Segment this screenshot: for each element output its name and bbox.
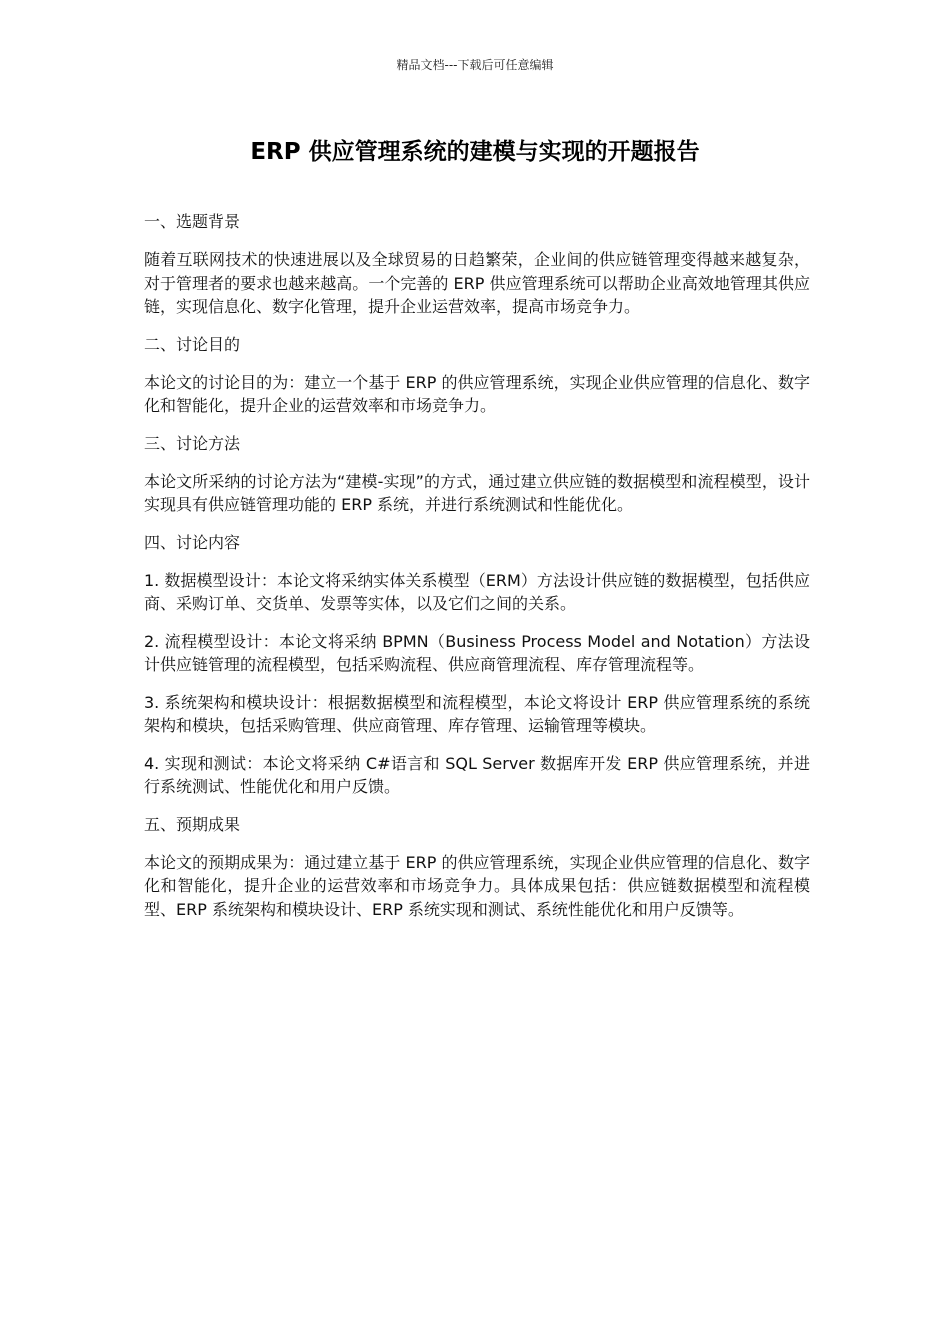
- section-heading: 一、选题背景: [144, 212, 241, 231]
- paragraph: 本论文所采纳的讨论方法为“建模-实现”的方式，通过建立供应链的数据模型和流程模型，设计实现具有供应链管理功能的 ERP 系统，并进行系统测试和性能优化。: [144, 471, 810, 514]
- section-content: [144, 531, 810, 799]
- header-note: 精品文档---下载后可任意编辑: [396, 58, 554, 72]
- section-heading: 二、讨论目的: [144, 334, 241, 354]
- paragraph: 本论文的讨论目的为：建立一个基于 ERP 的供应管理系统，实现企业供应管理的信息化、数字化和智能化，提升企业的运营效率和市场竞争力。: [144, 372, 810, 415]
- section-expected-results: [144, 813, 810, 922]
- section-heading: 四、讨论内容: [144, 532, 241, 552]
- section-background: [144, 210, 810, 319]
- list-item: 3. 系统架构和模块设计：根据数据模型和流程模型，本论文将设计 ERP 供应管理系统的系统架构和模块，包括采购管理、供应商管理、库存管理、运输管理等模块。: [144, 692, 810, 735]
- section-heading: 五、预期成果: [144, 814, 241, 834]
- list-item: 2. 流程模型设计：本论文将采纳 BPMN（Business Process Model and Notation）方法设计供应链管理的流程模型，包括采购流程、供应商管理流程、库存管理流程等。: [144, 631, 810, 674]
- section-purpose: [144, 333, 810, 418]
- list-item: 1. 数据模型设计：本论文将采纳实体关系模型（ERM）方法设计供应链的数据模型，包括供应商、采购订单、交货单、发票等实体，以及它们之间的关系。: [144, 570, 810, 613]
- paragraph: 随着互联网技术的快速进展以及全球贸易的日趋繁荣，企业间的供应链管理变得越来越复杂，对于管理者的要求也越来越高。一个完善的 ERP 供应管理系统可以帮助企业高效地管理其供应链，实现信息化、数字化管理，提升企业运营效率，提高市场竞争力。: [144, 250, 810, 316]
- document-title: ERP 供应管理系统的建模与实现的开题报告: [250, 139, 700, 165]
- section-method: [144, 432, 810, 517]
- list-item: 4. 实现和测试：本论文将采纳 C#语言和 SQL Server 数据库开发 ERP 供应管理系统，并进行系统测试、性能优化和用户反馈。: [144, 753, 810, 796]
- section-heading: 三、讨论方法: [144, 433, 241, 453]
- document-body: [144, 210, 810, 935]
- paragraph: 本论文的预期成果为：通过建立基于 ERP 的供应管理系统，实现企业供应管理的信息化、数字化和智能化，提升企业的运营效率和市场竞争力。具体成果包括：供应链数据模型和流程模型、ERP 系统架构和模块设计、ERP 系统实现和测试、系统性能优化和用户反馈等。: [144, 852, 810, 919]
